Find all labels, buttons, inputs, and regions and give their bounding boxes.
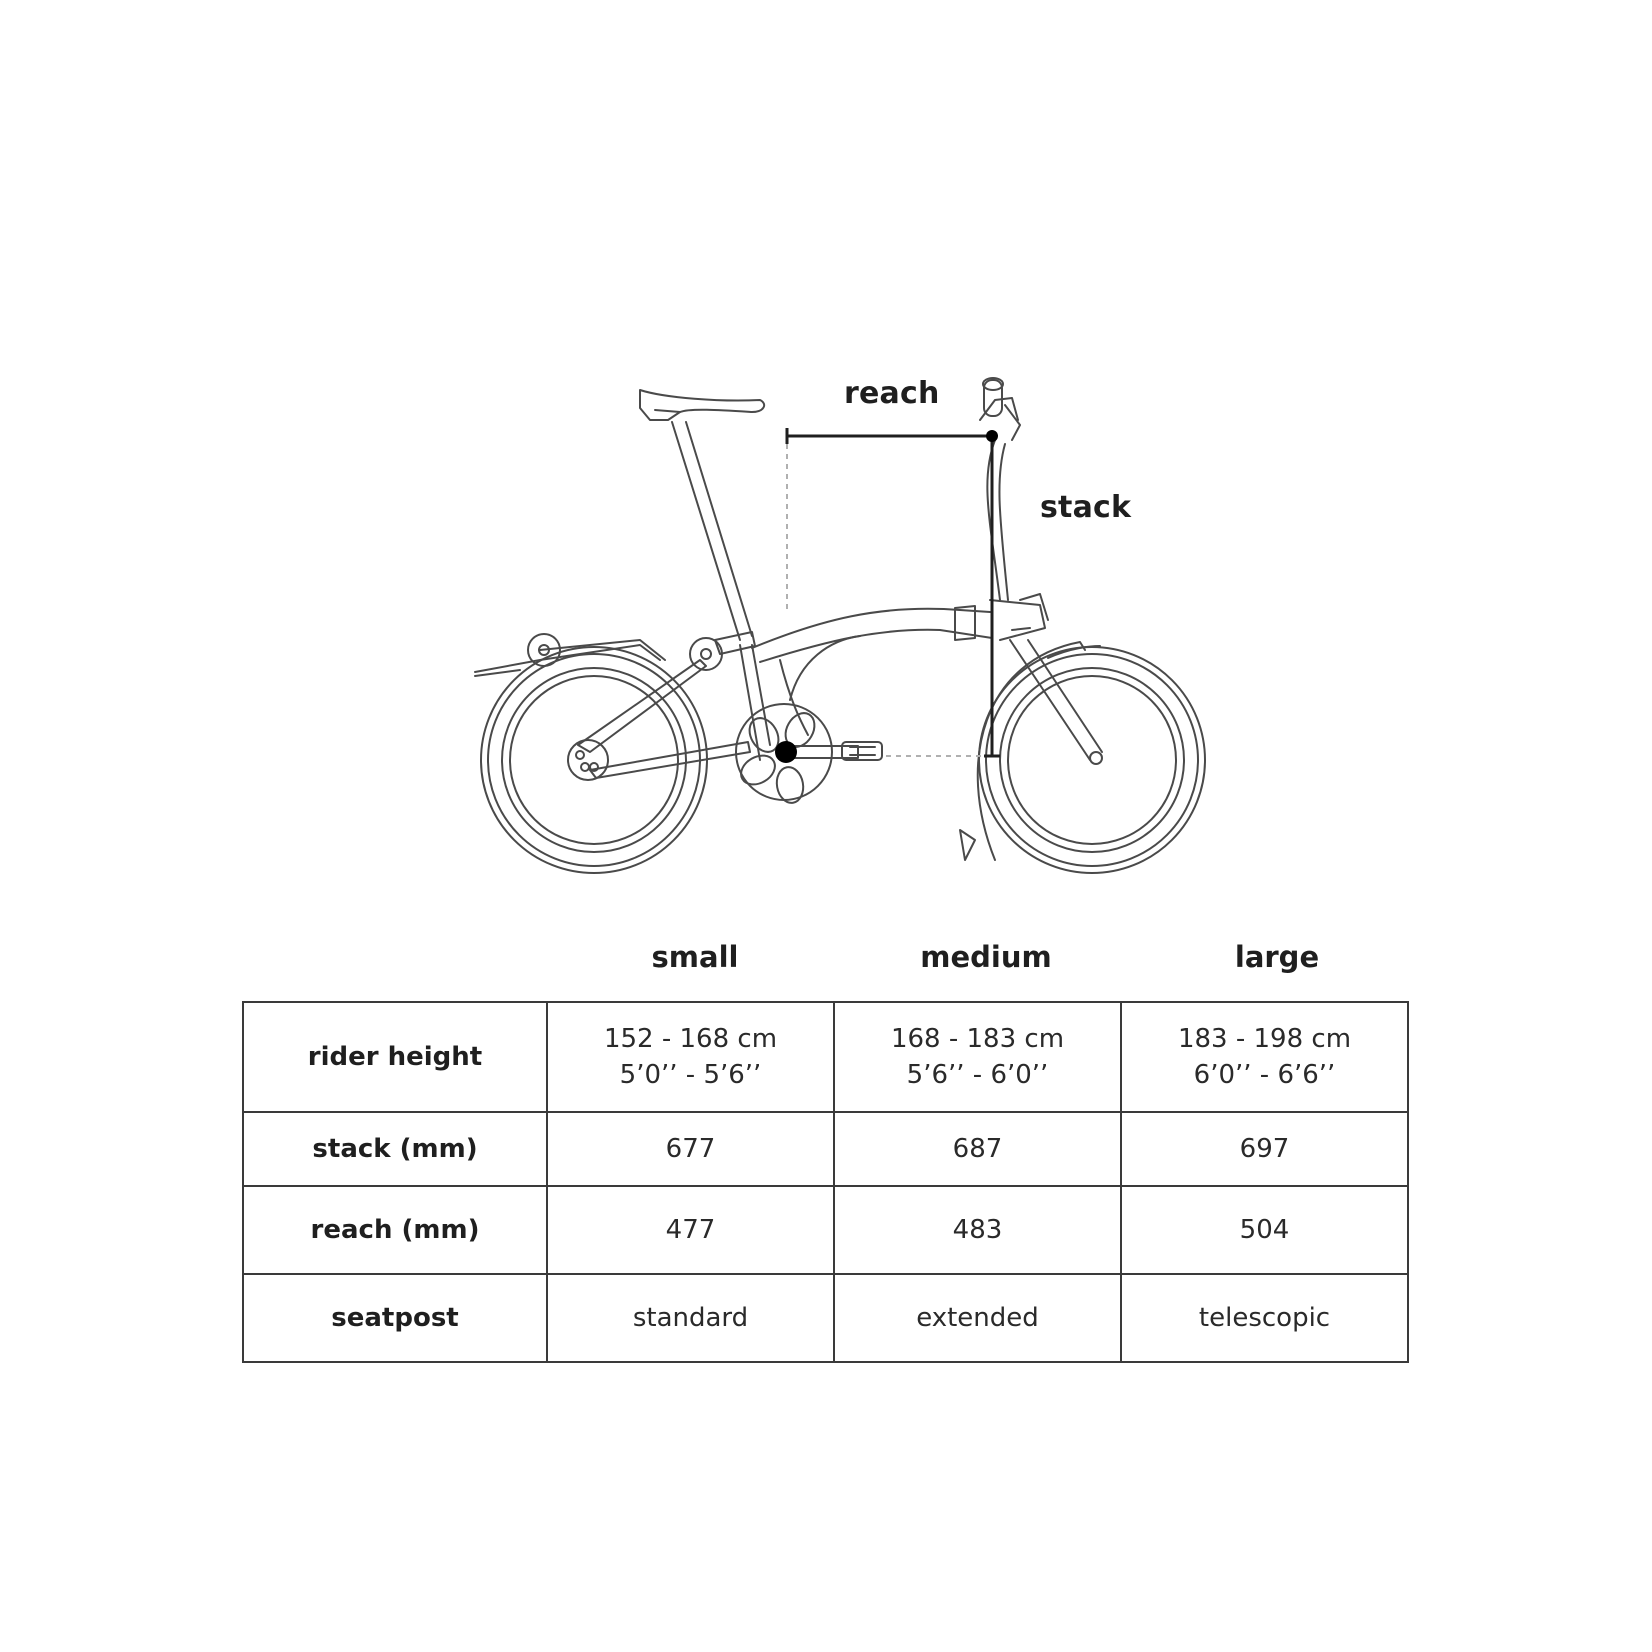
table-cell: 483	[834, 1186, 1121, 1274]
reach-label: reach	[844, 376, 940, 411]
row-label: seatpost	[243, 1274, 547, 1362]
table-cell: 687	[834, 1112, 1121, 1186]
rear-wheel	[481, 647, 707, 873]
table-row-reach	[243, 1186, 1408, 1274]
row-label: reach (mm)	[243, 1186, 547, 1274]
size-header-medium: medium	[920, 940, 1052, 974]
table-row-rider-height	[243, 1002, 1408, 1112]
size-spec-table	[242, 1001, 1409, 1363]
row-label: rider height	[243, 1002, 547, 1112]
table-cell	[547, 1002, 834, 1112]
height-cm: 183 - 198 cm	[1177, 1024, 1352, 1054]
table-cell: telescopic	[1121, 1274, 1408, 1362]
stack-label: stack	[1040, 490, 1132, 525]
front-wheel	[979, 647, 1205, 873]
table-cell	[834, 1002, 1121, 1112]
table-cell: 477	[547, 1186, 834, 1274]
table-cell: 504	[1121, 1186, 1408, 1274]
height-cm: 168 - 183 cm	[890, 1024, 1065, 1054]
height-cm: 152 - 168 cm	[603, 1024, 778, 1054]
table-cell: standard	[547, 1274, 834, 1362]
height-ft: 5’6’’ - 6’0’’	[906, 1060, 1049, 1090]
height-ft: 6’0’’ - 6’6’’	[1193, 1060, 1336, 1090]
table-cell: extended	[834, 1274, 1121, 1362]
table-cell: 677	[547, 1112, 834, 1186]
table-cell	[1121, 1002, 1408, 1112]
table-row-stack	[243, 1112, 1408, 1186]
table-row-seatpost	[243, 1274, 1408, 1362]
table-cell: 697	[1121, 1112, 1408, 1186]
size-header-large: large	[1234, 940, 1320, 974]
height-ft: 5’0’’ - 5’6’’	[619, 1060, 762, 1090]
row-label: stack (mm)	[243, 1112, 547, 1186]
handlebar-dot	[986, 430, 998, 442]
bottom-bracket-dot	[775, 741, 797, 763]
size-header-small: small	[651, 940, 739, 974]
